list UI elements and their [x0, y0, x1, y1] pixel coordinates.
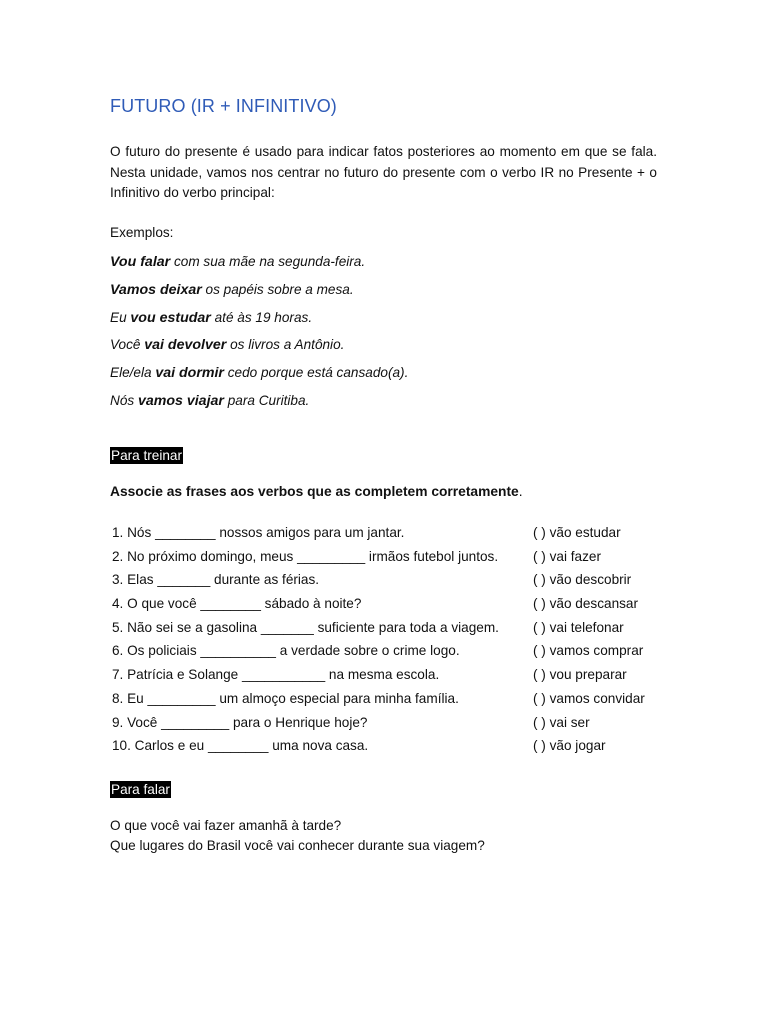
- verb-option: ( ) vão estudar: [533, 525, 621, 540]
- example-verb: vou estudar: [130, 309, 211, 326]
- verb-option: ( ) vão descobrir: [533, 572, 632, 588]
- example-verb: Vamos deixar: [110, 281, 202, 298]
- speaking-question: O que você vai fazer amanhã à tarde?: [110, 818, 342, 833]
- exercise-sentence: 10. Carlos e eu ________ uma nova casa.: [112, 738, 369, 754]
- exercise-row: [112, 594, 672, 618]
- examples-list: [110, 251, 408, 418]
- exercise-row: [112, 665, 672, 689]
- exercise-row: [112, 618, 672, 642]
- examples-label: Exemplos:: [110, 225, 174, 240]
- speaking-questions: [110, 816, 485, 856]
- example-item: Vou falar com sua mãe na segunda-feira.: [110, 254, 366, 270]
- example-verb: vai devolver: [144, 337, 227, 354]
- exercise-row: [112, 641, 672, 665]
- verb-option: ( ) vai fazer: [533, 548, 601, 564]
- exercise-sentence: 5. Não sei se a gasolina _______ suficiente para toda a viagem.: [112, 619, 499, 635]
- exercise-sentence: 6. Os policiais __________ a verdade sobre o crime logo.: [112, 643, 460, 659]
- exercise-sentence: 2. No próximo domingo, meus _________ irmãos futebol juntos.: [112, 548, 499, 564]
- exercise-sentence: 9. Você _________ para o Henrique hoje?: [112, 714, 368, 730]
- verb-option: ( ) vamos convidar: [533, 690, 645, 706]
- speaking-question: Que lugares do Brasil você vai conhecer durante sua viagem?: [110, 838, 485, 853]
- verb-option: ( ) vai telefonar: [533, 619, 624, 635]
- page-title: FUTURO (IR + INFINITIVO): [110, 96, 337, 116]
- example-item: Nós vamos viajar para Curitiba.: [110, 392, 310, 409]
- example-verb: Vou falar: [110, 254, 171, 270]
- example-item: Ele/ela vai dormir cedo porque está cansado(a).: [110, 365, 409, 382]
- exercise-sentence: 1. Nós ________ nossos amigos para um jantar.: [112, 525, 405, 540]
- example-verb: vamos viajar: [137, 392, 224, 409]
- section-heading-para-treinar: Para treinar: [111, 448, 183, 463]
- verb-option: ( ) vão jogar: [533, 738, 606, 754]
- intro-paragraph: O futuro do presente é usado para indicar fatos posteriores ao momento em que se fala. Nesta unidade, vamos nos centrar no futuro do presente com o verbo IR no Presente + o Infinitivo do verbo principal:: [110, 144, 657, 200]
- exercise-sentence: 8. Eu _________ um almoço especial para minha família.: [112, 690, 459, 706]
- exercise-row: [112, 689, 672, 713]
- verb-option: ( ) vamos comprar: [533, 643, 644, 659]
- exercise-sentence: 3. Elas _______ durante as férias.: [112, 572, 320, 588]
- verb-option: ( ) vou preparar: [533, 667, 627, 683]
- section-heading-para-falar: Para falar: [111, 782, 170, 797]
- exercise-row: [112, 570, 672, 594]
- exercise-sentence: 7. Patrícia e Solange ___________ na mesma escola.: [112, 667, 440, 683]
- verb-option: ( ) vão descansar: [533, 596, 639, 612]
- exercise-row: [112, 547, 672, 571]
- example-item: Eu vou estudar até às 19 horas.: [110, 309, 313, 326]
- example-item: Vamos deixar os papéis sobre a mesa.: [110, 281, 354, 298]
- verb-option: ( ) vai ser: [533, 714, 590, 730]
- exercise-list: [112, 523, 672, 760]
- exercise-row: [112, 713, 672, 737]
- exercise-sentence: 4. O que você ________ sábado à noite?: [112, 596, 362, 612]
- exercise-row: [112, 736, 672, 760]
- example-verb: vai dormir: [155, 365, 224, 382]
- example-item: Você vai devolver os livros a Antônio.: [110, 337, 345, 354]
- exercise-row: [112, 523, 672, 547]
- exercise-instruction: Associe as frases aos verbos que as completem corretamente.: [110, 484, 523, 499]
